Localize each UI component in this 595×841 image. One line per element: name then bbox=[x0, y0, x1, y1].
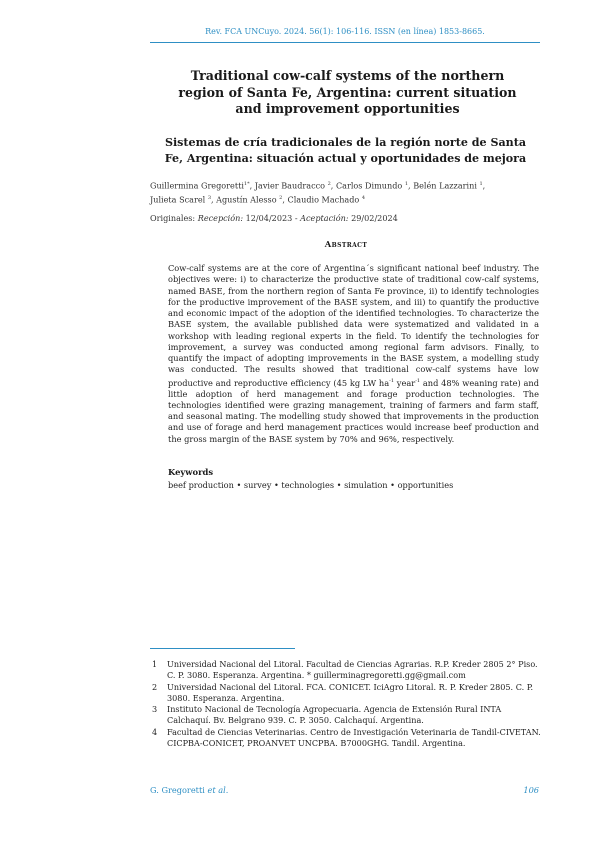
footnote-text: Instituto Nacional de Tecnología Agropecuaria. Agencia de Extensión Rural INTA Calchaquí. Bv. Belgrano 939. C. P. 3050. Calchaquí. Argentina. bbox=[167, 704, 502, 726]
footnote-item bbox=[150, 659, 542, 682]
article-title-spanish: Sistemas de cría tradicionales de la región norte de Santa Fe, Argentina: situación actual y oportunidades de mejora bbox=[164, 136, 527, 165]
footnote-item bbox=[150, 682, 542, 705]
author-affiliation: 1 bbox=[404, 181, 409, 187]
accepted-date: 29/02/2024 bbox=[348, 213, 398, 223]
keywords-list: beef production • survey • technologies • simulation • opportunities bbox=[168, 480, 454, 490]
author-affiliation: 1* bbox=[243, 181, 250, 187]
abstract-text-part: Cow-calf systems are at the core of Argentina´s significant national beef industry. The objectives were: i) to characterize the productive state of traditional cow-calf systems, named BASE, from the northern region of Santa Fe province, ii) to identify technologies for the productive improvement of the BASE system, and iii) to quantify the productive and economic impact of the adoption of the identified technologies. To characterize the BASE system, the available published data were systematized and validated in a workshop with leading regional experts in the field. To identify the technologies for improvement, a survey was conducted among regional farm advisors. Finally, to quantify the impact of adopting improvements in the BASE system, a modelling study was conducted. The results showed that traditional cow-calf systems have low productive and reproductive efficiency (45 kg LW ha bbox=[168, 263, 539, 388]
footnote-number: 1 bbox=[152, 659, 158, 669]
superscript: -1 bbox=[415, 377, 421, 384]
received-label: Recepción: bbox=[197, 213, 244, 223]
author-name: Julieta Scarel bbox=[150, 194, 206, 205]
footnote-number: 3 bbox=[152, 704, 158, 715]
abstract-text-part: and 48% weaning rate) and little adoption of herd management and forage production technologies. The technologies identified were grazing management, training of farmers and farm staff, and seasonal mating. The modelling study showed that improvements in the production and use of forage and herd management practices would increase beef production and the gross margin of the BASE system by 70% and 96%, respectively. bbox=[168, 377, 540, 444]
author-name: Javier Baudracco bbox=[254, 180, 326, 191]
footnote-divider bbox=[150, 648, 295, 649]
running-footer-author bbox=[150, 785, 228, 795]
author-name: Agustín Alesso bbox=[216, 194, 277, 205]
footnote-item bbox=[150, 727, 542, 750]
footnote-text: Universidad Nacional del Litoral. FCA. CONICET. IciAgro Litoral. R. P. Kreder 2805. C. P. 3080. Esperanza. Argentina. bbox=[167, 681, 534, 703]
footnote-number: 2 bbox=[152, 681, 158, 692]
page-number: 106 bbox=[523, 785, 539, 795]
footnote-list bbox=[150, 659, 542, 749]
submission-dates bbox=[150, 213, 542, 223]
footnote-text: Facultad de Ciencias Veterinarias. Centro de Investigación Veterinaria de Tandil-CIVETAN. CICPBA-CONICET, PROANVET UNCPBA. B7000GHG. Tandil. Argentina. bbox=[167, 726, 541, 749]
footer-author-name: G. Gregoretti bbox=[150, 785, 208, 795]
author-name: Claudio Machado bbox=[287, 194, 360, 205]
abstract-text-part: year bbox=[394, 377, 416, 388]
article-title-english: Traditional cow-calf systems of the northern region of Santa Fe, Argentina: current situation and improvement opportunities bbox=[178, 68, 517, 116]
author-name: Guillermina Gregoretti bbox=[150, 180, 244, 191]
superscript: -1 bbox=[389, 377, 395, 384]
author-list: Guillermina Gregoretti$^{1*}$, Javier Baudracco $^2$, Carlos Dimundo $^1$, Belén Lazzarini $^1$, Julieta Scarel $^3$, Agustín Alesso $^2$, Claudio Machado $^4$ bbox=[150, 180, 486, 205]
journal-header: Rev. FCA UNCuyo. 2024. 56(1): 106-116. ISSN (en línea) 1853-8665. bbox=[205, 27, 485, 36]
abstract-heading: Abstract bbox=[324, 239, 368, 249]
dates-prefix: Originales: bbox=[150, 213, 198, 223]
accepted-label: Aceptación: bbox=[300, 213, 349, 223]
author-name: Carlos Dimundo bbox=[335, 180, 403, 191]
received-date: 12/04/2023 - bbox=[243, 213, 301, 223]
author-affiliation: 2 bbox=[327, 181, 331, 187]
abstract-text bbox=[168, 263, 539, 445]
author-affiliation: 3 bbox=[207, 194, 211, 201]
footnote-text: Universidad Nacional del Litoral. Facultad de Ciencias Agrarias. R.P. Kreder 2805 2° Piso. C. P. 3080. Esperanza. Argentina. * guillerminagregoretti.gg@gmail.com bbox=[167, 659, 538, 681]
author-affiliation: 2 bbox=[279, 194, 283, 201]
footnote-item bbox=[150, 704, 542, 727]
keywords-heading: Keywords bbox=[168, 467, 214, 477]
footnote-number: 4 bbox=[152, 726, 158, 737]
header-divider bbox=[150, 42, 540, 43]
author-name: Belén Lazzarini bbox=[413, 180, 477, 191]
footer-etal: et al. bbox=[207, 785, 229, 795]
author-affiliation: 1 bbox=[479, 181, 483, 187]
author-affiliation: 4 bbox=[361, 194, 366, 201]
